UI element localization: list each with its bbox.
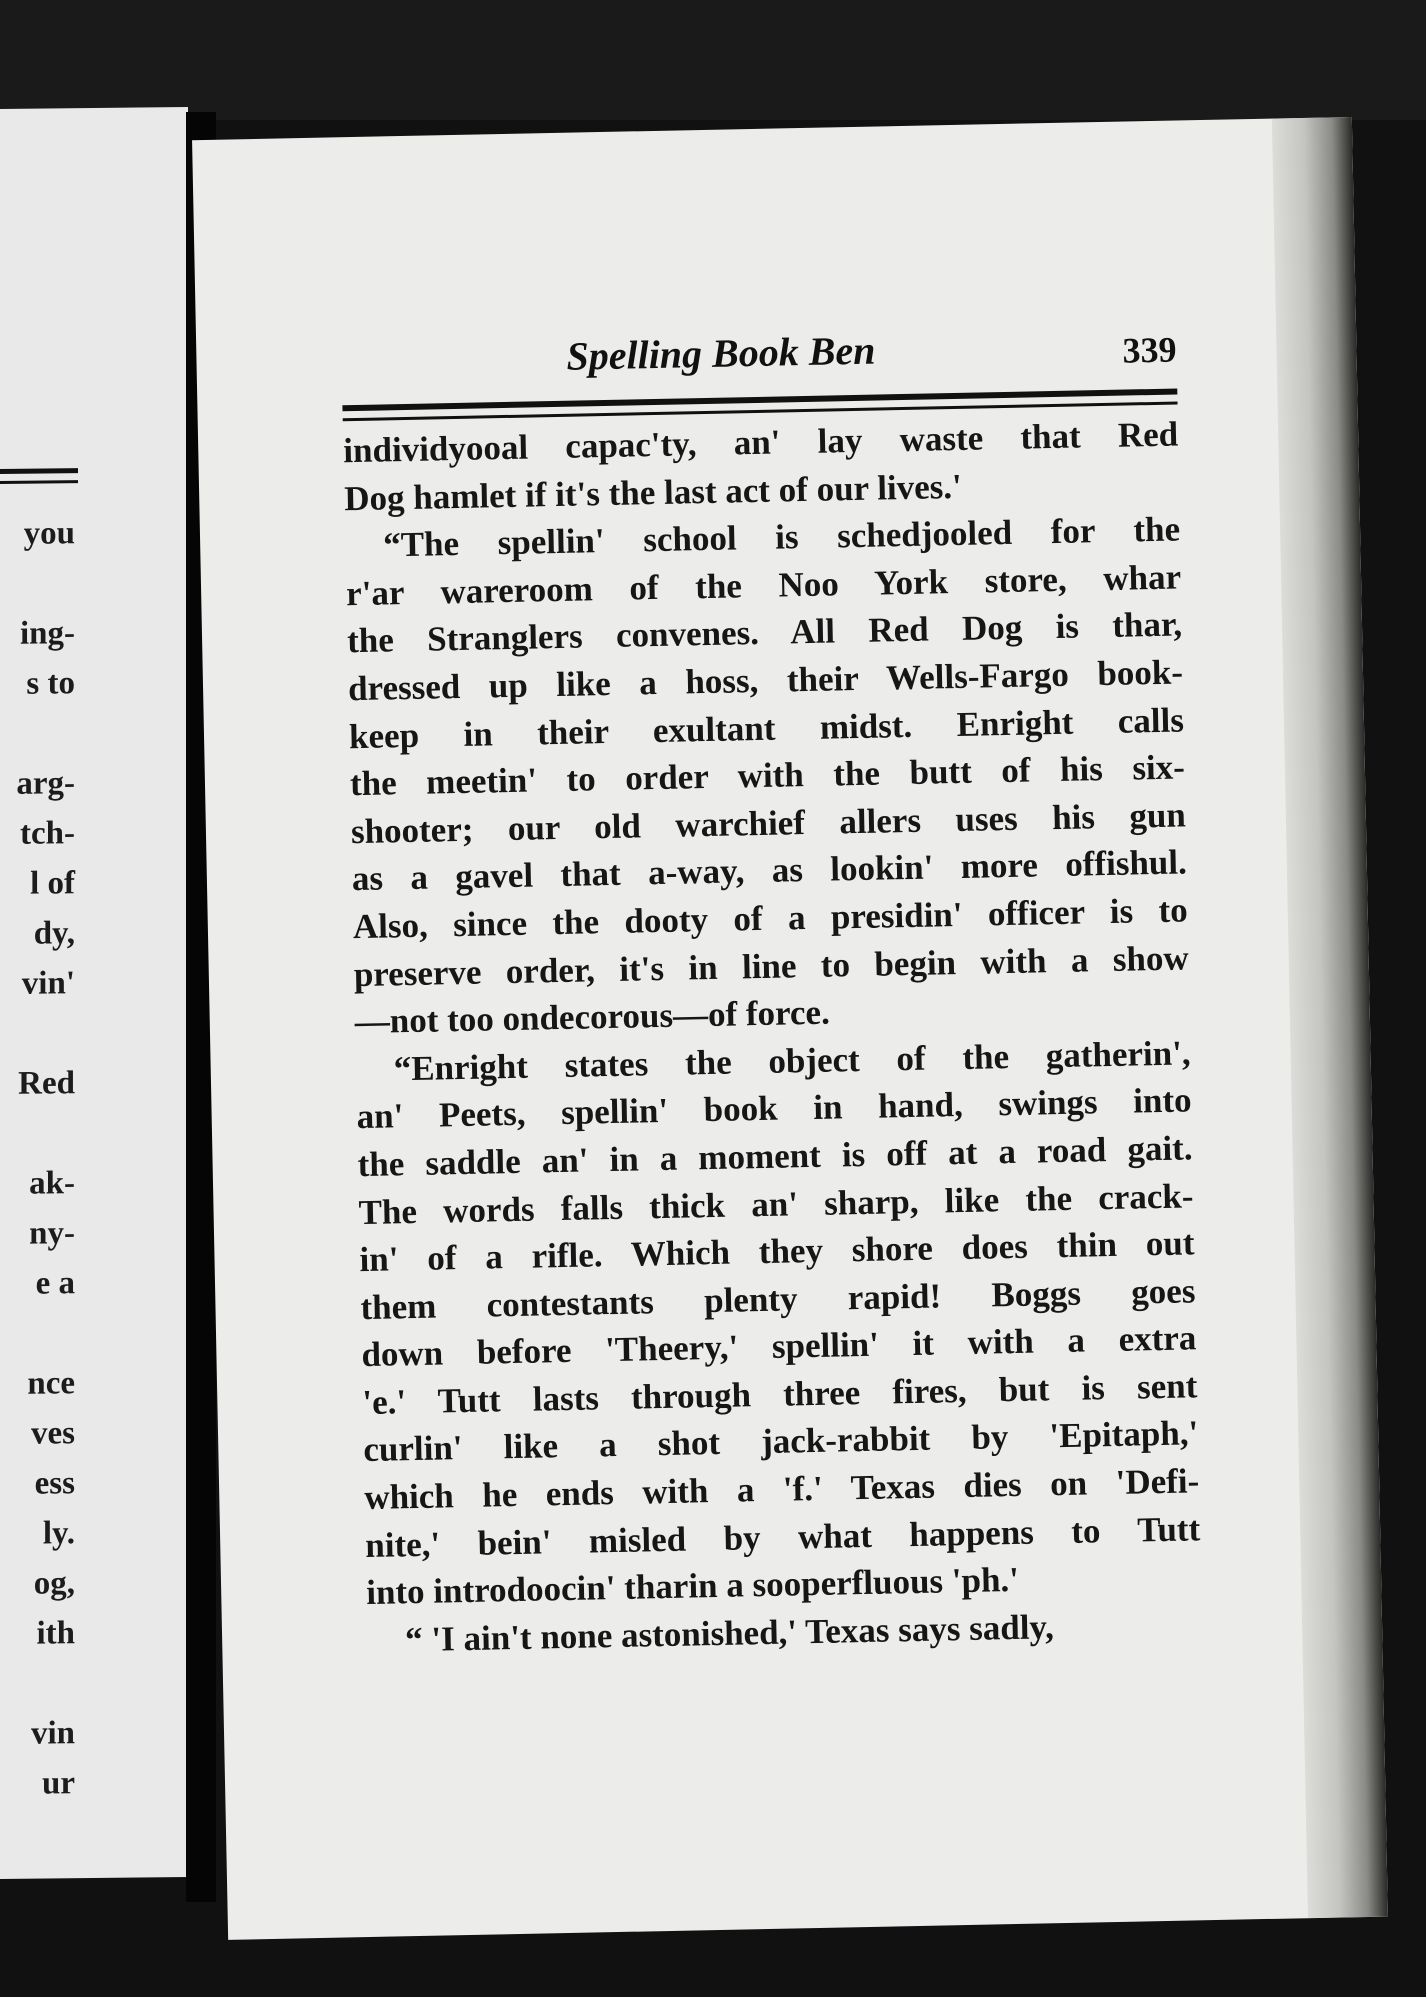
left-page-line: ny-: [29, 1215, 75, 1252]
text-line: the meetin' to order with the butt of his six-: [349, 747, 1186, 804]
left-page-line: e a: [35, 1265, 75, 1302]
left-page-line: s to: [26, 665, 75, 702]
text-line: 'e.' Tutt lasts through three fires, but is sent: [362, 1366, 1198, 1422]
left-page-line: ak-: [29, 1165, 75, 1202]
text-line: curlin' like a shot jack-rabbit by 'Epitaph,': [362, 1413, 1199, 1470]
text-line: Also, since the dooty of a presidin' officer is to: [352, 890, 1189, 947]
left-page: [0, 107, 188, 1879]
text-line: the saddle an' in a moment is off at a road gait.: [357, 1128, 1193, 1185]
right-page: [192, 117, 1388, 1940]
text-line: as a gavel that a-way, as lookin' more offishul.: [351, 842, 1188, 899]
left-page-line: og,: [33, 1565, 75, 1602]
body-text: [343, 410, 1203, 1664]
left-page-line: tch-: [20, 815, 75, 852]
text-line: which he ends with a 'f.' Texas dies on 'Defi-: [363, 1461, 1200, 1518]
text-line: shooter; our old warchief allers uses his gun: [350, 795, 1187, 851]
left-page-line: l of: [30, 865, 75, 902]
text-line: down before 'Theery,' spellin' it with a extra: [361, 1318, 1197, 1375]
left-page-line: [0, 1108, 75, 1159]
left-page-line: dy,: [33, 915, 75, 952]
left-page-text: [0, 508, 75, 1809]
text-line: “ 'I ain't none astonished,' Texas says sadly,: [404, 1607, 1055, 1660]
text-line: nite,' bein' misled by what happens to Tutt: [364, 1508, 1201, 1565]
text-line: “Enright states the object of the gatherin',: [393, 1033, 1191, 1089]
left-header-rule: [0, 468, 78, 474]
page-header: [341, 321, 1177, 398]
page-number: 339: [1122, 329, 1177, 371]
left-page-line: [0, 708, 75, 759]
text-line: “The spellin' school is schedjooled for the: [382, 509, 1181, 565]
left-page-line: ly.: [42, 1515, 75, 1552]
left-page-line: vin: [30, 1715, 75, 1752]
left-page-line: ing-: [19, 615, 75, 652]
left-page-line: [0, 1658, 75, 1709]
page-edge: [1272, 117, 1388, 1918]
left-page-line: [0, 1308, 75, 1359]
text-line: r'ar wareroom of the Noo York store, whar: [345, 557, 1182, 613]
text-line: The words falls thick an' sharp, like the crack-: [358, 1175, 1194, 1232]
text-line: the Stranglers convenes. All Red Dog is thar,: [346, 604, 1183, 661]
left-page-line: you: [23, 515, 75, 552]
left-page-line: ess: [34, 1465, 75, 1502]
text-line: them contestants plenty rapid! Boggs goes: [360, 1271, 1196, 1327]
left-page-line: [0, 1008, 75, 1059]
left-page-line: arg-: [16, 765, 75, 802]
left-page-line: Red: [18, 1065, 75, 1102]
text-line: Dog hamlet if it's the last act of our lives.': [343, 466, 963, 518]
left-page-line: [0, 558, 75, 609]
left-page-line: nce: [27, 1365, 75, 1402]
text-line: in' of a rifle. Which they shore does thin out: [359, 1223, 1195, 1280]
left-header-rule-thin: [0, 480, 78, 484]
left-page-line: ith: [36, 1615, 75, 1652]
running-title: Spelling Book Ben: [566, 327, 876, 379]
left-page-line: ur: [42, 1765, 75, 1802]
background-top: [0, 0, 1426, 120]
left-page-line: ves: [31, 1415, 75, 1452]
text-line: dressed up like a hoss, their Wells-Fargo book-: [347, 652, 1184, 709]
text-line: an' Peets, spellin' book in hand, swings into: [356, 1080, 1192, 1137]
left-page-line: vin': [21, 965, 75, 1002]
text-line: individyooal capac'ty, an' lay waste that Red: [342, 414, 1179, 471]
text-line: —not too ondecorous—of force.: [354, 992, 831, 1042]
text-line: into introdoocin' tharin a sooperfluous 'ph.': [365, 1560, 1020, 1613]
text-line: keep in their exultant midst. Enright calls: [348, 700, 1185, 756]
text-line: preserve order, it's in line to begin with a show: [353, 937, 1190, 994]
